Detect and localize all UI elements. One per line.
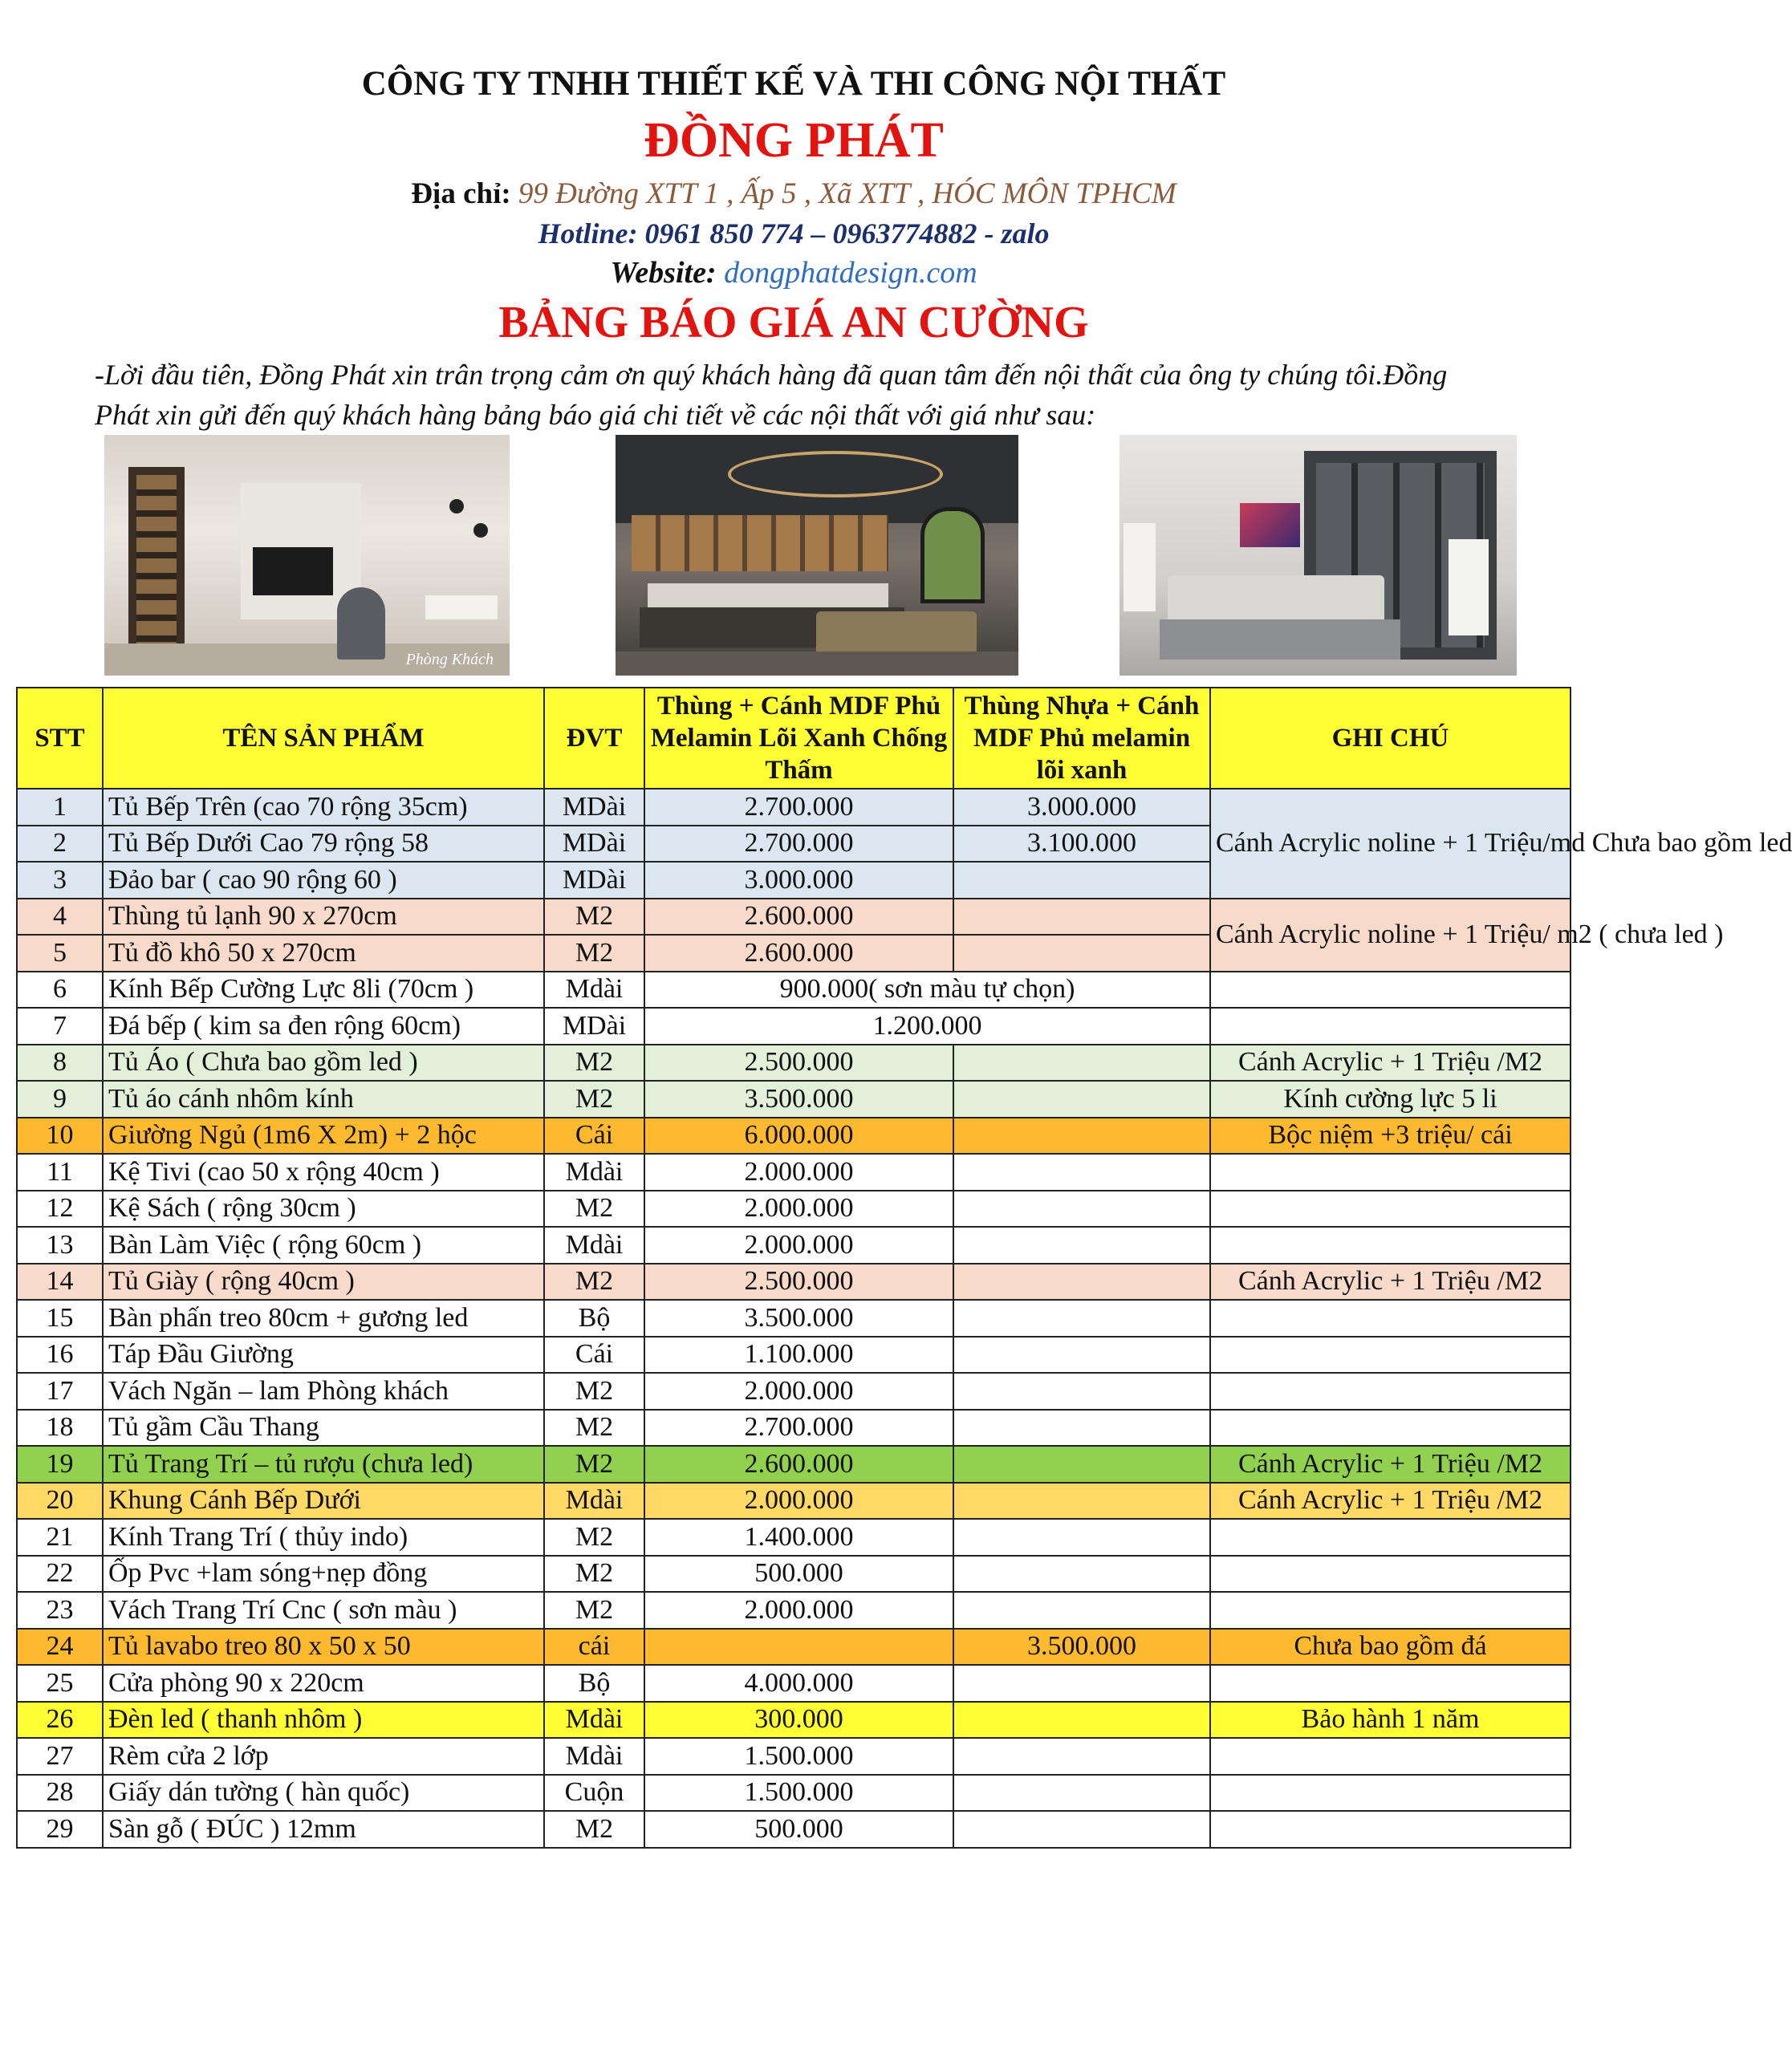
table-row [17, 1446, 1571, 1483]
row-note [1210, 1008, 1571, 1045]
row-price-mdf: 2.700.000 [644, 789, 953, 826]
row-note [1210, 1556, 1571, 1593]
row-price-mdf: 1.400.000 [644, 1519, 953, 1556]
row-unit: Cuộn [544, 1775, 644, 1812]
row-note: Cánh Acrylic noline + 1 Triệu/md Chưa bao gồm led [1210, 789, 1571, 899]
row-price-plastic [953, 1227, 1210, 1264]
row-stt: 16 [17, 1337, 103, 1374]
table-row [17, 1775, 1571, 1812]
row-price-plastic [953, 1483, 1210, 1520]
row-price-mdf: 1.500.000 [644, 1738, 953, 1775]
row-stt: 9 [17, 1081, 103, 1118]
row-stt: 24 [17, 1629, 103, 1666]
table-row [17, 1154, 1571, 1191]
row-price-merged: 900.000( sơn màu tự chọn) [644, 972, 1210, 1009]
table-row [17, 1081, 1571, 1118]
row-price-plastic [953, 1775, 1210, 1812]
row-unit: M2 [544, 1446, 644, 1483]
row-note [1210, 1337, 1571, 1374]
table-row [17, 1483, 1571, 1520]
row-price-plastic: 3.500.000 [953, 1629, 1210, 1666]
col-header-name: TÊN SẢN PHẨM [103, 688, 544, 789]
row-stt: 15 [17, 1300, 103, 1337]
website-line [0, 255, 1587, 290]
row-price-plastic [953, 1738, 1210, 1775]
row-product-name: Tủ đồ khô 50 x 270cm [103, 935, 544, 972]
col-header-unit: ĐVT [544, 688, 644, 789]
table-row [17, 1592, 1571, 1629]
row-product-name: Ốp Pvc +lam sóng+nẹp đồng [103, 1556, 544, 1593]
row-stt: 21 [17, 1519, 103, 1556]
row-stt: 25 [17, 1665, 103, 1702]
row-product-name: Tủ áo cánh nhôm kính [103, 1081, 544, 1118]
intro-text: -Lời đầu tiên, Đồng Phát xin trân trọng cảm ơn quý khách hàng đã quan tâm đến nội thất của ông ty chúng tôi.Đồng Phát xin gửi đến quý khách hàng bảng báo giá chi tiết về các nội thất với giá như sau: [95, 359, 1448, 431]
row-note: Kính cường lực 5 li [1210, 1081, 1571, 1118]
table-row [17, 1373, 1571, 1410]
row-price-plastic [953, 1410, 1210, 1447]
row-price-plastic [953, 1264, 1210, 1301]
table-row [17, 1556, 1571, 1593]
row-product-name: Kính Trang Trí ( thủy indo) [103, 1519, 544, 1556]
row-price-mdf: 2.600.000 [644, 899, 953, 936]
row-price-mdf: 2.000.000 [644, 1191, 953, 1228]
row-price-mdf: 2.700.000 [644, 1410, 953, 1447]
row-stt: 10 [17, 1118, 103, 1155]
row-price-mdf: 500.000 [644, 1811, 953, 1848]
row-note: Cánh Acrylic + 1 Triệu /M2 [1210, 1446, 1571, 1483]
address-label: Địa chỉ: [411, 177, 511, 210]
row-note [1210, 1592, 1571, 1629]
table-row [17, 1629, 1571, 1666]
row-unit: MDài [544, 1008, 644, 1045]
row-note [1210, 1410, 1571, 1447]
row-stt: 23 [17, 1592, 103, 1629]
row-note [1210, 1519, 1571, 1556]
row-unit: Bộ [544, 1665, 644, 1702]
row-stt: 29 [17, 1811, 103, 1848]
address-line [0, 177, 1587, 211]
table-row [17, 1519, 1571, 1556]
row-unit: M2 [544, 935, 644, 972]
living-room-photo [104, 435, 510, 676]
row-product-name: Tủ Trang Trí – tủ rượu (chưa led) [103, 1446, 544, 1483]
row-price-mdf: 2.500.000 [644, 1264, 953, 1301]
table-header-row [17, 688, 1571, 789]
row-product-name: Cửa phòng 90 x 220cm [103, 1665, 544, 1702]
row-note: Cánh Acrylic + 1 Triệu /M2 [1210, 1045, 1571, 1082]
row-product-name: Giấy dán tường ( hàn quốc) [103, 1775, 544, 1812]
row-unit: M2 [544, 1811, 644, 1848]
row-price-plastic [953, 1045, 1210, 1082]
col-header-price-plastic: Thùng Nhựa + Cánh MDF Phủ melamin lõi xanh [953, 688, 1210, 789]
row-product-name: Tủ Áo ( Chưa bao gồm led ) [103, 1045, 544, 1082]
row-unit: Mdài [544, 972, 644, 1009]
row-note [1210, 1191, 1571, 1228]
price-table [16, 687, 1792, 1849]
row-unit: M2 [544, 1081, 644, 1118]
row-stt: 3 [17, 862, 103, 899]
row-note [1210, 1738, 1571, 1775]
row-unit: M2 [544, 1264, 644, 1301]
row-note: Cánh Acrylic noline + 1 Triệu/ m2 ( chưa led ) [1210, 899, 1571, 972]
row-price-plastic: 3.100.000 [953, 826, 1210, 863]
table-row [17, 1008, 1571, 1045]
row-note: Chưa bao gồm đá [1210, 1629, 1571, 1666]
row-product-name: Rèm cửa 2 lớp [103, 1738, 544, 1775]
row-note [1210, 972, 1571, 1009]
col-header-stt: STT [17, 688, 103, 789]
row-price-mdf: 2.000.000 [644, 1154, 953, 1191]
row-product-name: Đảo bar ( cao 90 rộng 60 ) [103, 862, 544, 899]
row-price-plastic [953, 1519, 1210, 1556]
row-price-mdf: 2.000.000 [644, 1227, 953, 1264]
row-stt: 1 [17, 789, 103, 826]
row-note [1210, 1665, 1571, 1702]
row-product-name: Tủ Giày ( rộng 40cm ) [103, 1264, 544, 1301]
row-price-mdf [644, 1629, 953, 1666]
row-price-mdf: 4.000.000 [644, 1665, 953, 1702]
row-stt: 11 [17, 1154, 103, 1191]
row-unit: Mdài [544, 1154, 644, 1191]
row-note [1210, 1227, 1571, 1264]
row-product-name: Tủ Bếp Dưới Cao 79 rộng 58 [103, 826, 544, 863]
table-row [17, 1191, 1571, 1228]
row-price-mdf: 3.500.000 [644, 1081, 953, 1118]
row-price-mdf: 6.000.000 [644, 1118, 953, 1155]
row-stt: 5 [17, 935, 103, 972]
row-price-plastic [953, 1373, 1210, 1410]
table-row [17, 1702, 1571, 1739]
row-note: Cánh Acrylic + 1 Triệu /M2 [1210, 1483, 1571, 1520]
brand-name: ĐỒNG PHÁT [644, 113, 944, 168]
row-unit: Mdài [544, 1483, 644, 1520]
row-price-mdf: 2.000.000 [644, 1592, 953, 1629]
row-price-mdf: 2.000.000 [644, 1373, 953, 1410]
row-product-name: Vách Trang Trí Cnc ( sơn màu ) [103, 1592, 544, 1629]
row-unit: Mdài [544, 1227, 644, 1264]
table-row [17, 1337, 1571, 1374]
row-product-name: Tủ gầm Cầu Thang [103, 1410, 544, 1447]
row-product-name: Bàn Làm Việc ( rộng 60cm ) [103, 1227, 544, 1264]
row-note [1210, 1775, 1571, 1812]
row-price-plastic [953, 1446, 1210, 1483]
row-stt: 20 [17, 1483, 103, 1520]
col-header-note: GHI CHÚ [1210, 688, 1571, 789]
row-stt: 19 [17, 1446, 103, 1483]
row-price-plastic [953, 1702, 1210, 1739]
row-price-mdf: 2.500.000 [644, 1045, 953, 1082]
row-note: Cánh Acrylic + 1 Triệu /M2 [1210, 1264, 1571, 1301]
row-unit: cái [544, 1629, 644, 1666]
row-product-name: Đá bếp ( kim sa đen rộng 60cm) [103, 1008, 544, 1045]
row-stt: 22 [17, 1556, 103, 1593]
row-stt: 8 [17, 1045, 103, 1082]
website-link[interactable]: dongphatdesign.com [724, 256, 977, 290]
row-product-name: Đèn led ( thanh nhôm ) [103, 1702, 544, 1739]
row-unit: M2 [544, 1191, 644, 1228]
row-price-mdf: 300.000 [644, 1702, 953, 1739]
row-price-plastic [953, 1592, 1210, 1629]
row-price-mdf: 3.500.000 [644, 1300, 953, 1337]
row-product-name: Khung Cánh Bếp Dưới [103, 1483, 544, 1520]
row-unit: M2 [544, 1373, 644, 1410]
row-price-plastic [953, 862, 1210, 899]
row-stt: 13 [17, 1227, 103, 1264]
row-unit: Bộ [544, 1300, 644, 1337]
row-note: Bảo hành 1 năm [1210, 1702, 1571, 1739]
table-row [17, 1738, 1571, 1775]
row-price-mdf: 2.000.000 [644, 1483, 953, 1520]
row-price-plastic [953, 1556, 1210, 1593]
col-header-price-mdf: Thùng + Cánh MDF Phủ Melamin Lõi Xanh Chống Thấm [644, 688, 953, 789]
row-stt: 14 [17, 1264, 103, 1301]
row-price-plastic [953, 1154, 1210, 1191]
row-price-plastic [953, 899, 1210, 936]
page-title: BẢNG BÁO GIÁ AN CƯỜNG [498, 298, 1089, 347]
row-unit: M2 [544, 1592, 644, 1629]
row-product-name: Kính Bếp Cường Lực 8li (70cm ) [103, 972, 544, 1009]
row-unit: Mdài [544, 1738, 644, 1775]
row-unit: M2 [544, 1410, 644, 1447]
row-price-mdf: 2.700.000 [644, 826, 953, 863]
row-price-mdf: 1.100.000 [644, 1337, 953, 1374]
website-label: Website: [610, 256, 717, 290]
row-price-plastic [953, 1811, 1210, 1848]
row-note [1210, 1373, 1571, 1410]
row-price-plastic [953, 1337, 1210, 1374]
row-stt: 12 [17, 1191, 103, 1228]
row-unit: Cái [544, 1337, 644, 1374]
row-stt: 4 [17, 899, 103, 936]
row-stt: 27 [17, 1738, 103, 1775]
row-product-name: Táp Đầu Giường [103, 1337, 544, 1374]
row-unit: M2 [544, 1045, 644, 1082]
row-unit: M2 [544, 1556, 644, 1593]
row-price-mdf: 1.500.000 [644, 1775, 953, 1812]
table-row [17, 1118, 1571, 1155]
table-row [17, 1665, 1571, 1702]
address-value: 99 Đường XTT 1 , Ấp 5 , Xã XTT , HÓC MÔN TPHCM [518, 177, 1176, 210]
row-unit: MDài [544, 862, 644, 899]
row-price-plastic [953, 1191, 1210, 1228]
row-unit: MDài [544, 826, 644, 863]
table-row [17, 899, 1571, 936]
row-price-plastic [953, 1665, 1210, 1702]
row-product-name: Tủ lavabo treo 80 x 50 x 50 [103, 1629, 544, 1666]
table-row [17, 1045, 1571, 1082]
row-stt: 17 [17, 1373, 103, 1410]
row-product-name: Kệ Sách ( rộng 30cm ) [103, 1191, 544, 1228]
row-stt: 7 [17, 1008, 103, 1045]
row-product-name: Sàn gỗ ( ĐÚC ) 12mm [103, 1811, 544, 1848]
table-row [17, 1264, 1571, 1301]
row-price-merged: 1.200.000 [644, 1008, 1210, 1045]
row-product-name: Tủ Bếp Trên (cao 70 rộng 35cm) [103, 789, 544, 826]
row-price-plastic [953, 1118, 1210, 1155]
table-row [17, 1227, 1571, 1264]
photo-caption: Phòng Khách [405, 651, 494, 668]
row-unit: M2 [544, 899, 644, 936]
company-name: CÔNG TY TNHH THIẾT KẾ VÀ THI CÔNG NỘI THẤT [361, 65, 1226, 103]
row-product-name: Kệ Tivi (cao 50 x rộng 40cm ) [103, 1154, 544, 1191]
row-price-plastic [953, 1081, 1210, 1118]
row-product-name: Vách Ngăn – lam Phòng khách [103, 1373, 544, 1410]
row-price-mdf: 500.000 [644, 1556, 953, 1593]
table-row [17, 1300, 1571, 1337]
row-note [1210, 1300, 1571, 1337]
table-row [17, 972, 1571, 1009]
row-price-mdf: 3.000.000 [644, 862, 953, 899]
row-price-mdf: 2.600.000 [644, 1446, 953, 1483]
hotline: Hotline: 0961 850 774 – 0963774882 - zalo [538, 217, 1050, 250]
row-stt: 26 [17, 1702, 103, 1739]
row-note: Bộc niệm +3 triệu/ cái [1210, 1118, 1571, 1155]
table-row [17, 1811, 1571, 1848]
row-note [1210, 1154, 1571, 1191]
table-body [17, 789, 1792, 1848]
row-price-mdf: 2.600.000 [644, 935, 953, 972]
row-stt: 6 [17, 972, 103, 1009]
row-product-name: Thùng tủ lạnh 90 x 270cm [103, 899, 544, 936]
table-row [17, 789, 1571, 826]
row-unit: Mdài [544, 1702, 644, 1739]
row-price-plastic [953, 1300, 1210, 1337]
row-price-plastic: 3.000.000 [953, 789, 1210, 826]
row-stt: 18 [17, 1410, 103, 1447]
row-product-name: Giường Ngủ (1m6 X 2m) + 2 hộc [103, 1118, 544, 1155]
row-stt: 2 [17, 826, 103, 863]
row-unit: MDài [544, 789, 644, 826]
row-unit: Cái [544, 1118, 644, 1155]
row-product-name: Bàn phấn treo 80cm + gương led [103, 1300, 544, 1337]
kitchen-photo [616, 435, 1018, 676]
table-row [17, 1410, 1571, 1447]
row-unit: M2 [544, 1519, 644, 1556]
row-note [1210, 1811, 1571, 1848]
row-price-plastic [953, 935, 1210, 972]
bedroom-photo [1119, 435, 1517, 676]
row-stt: 28 [17, 1775, 103, 1812]
